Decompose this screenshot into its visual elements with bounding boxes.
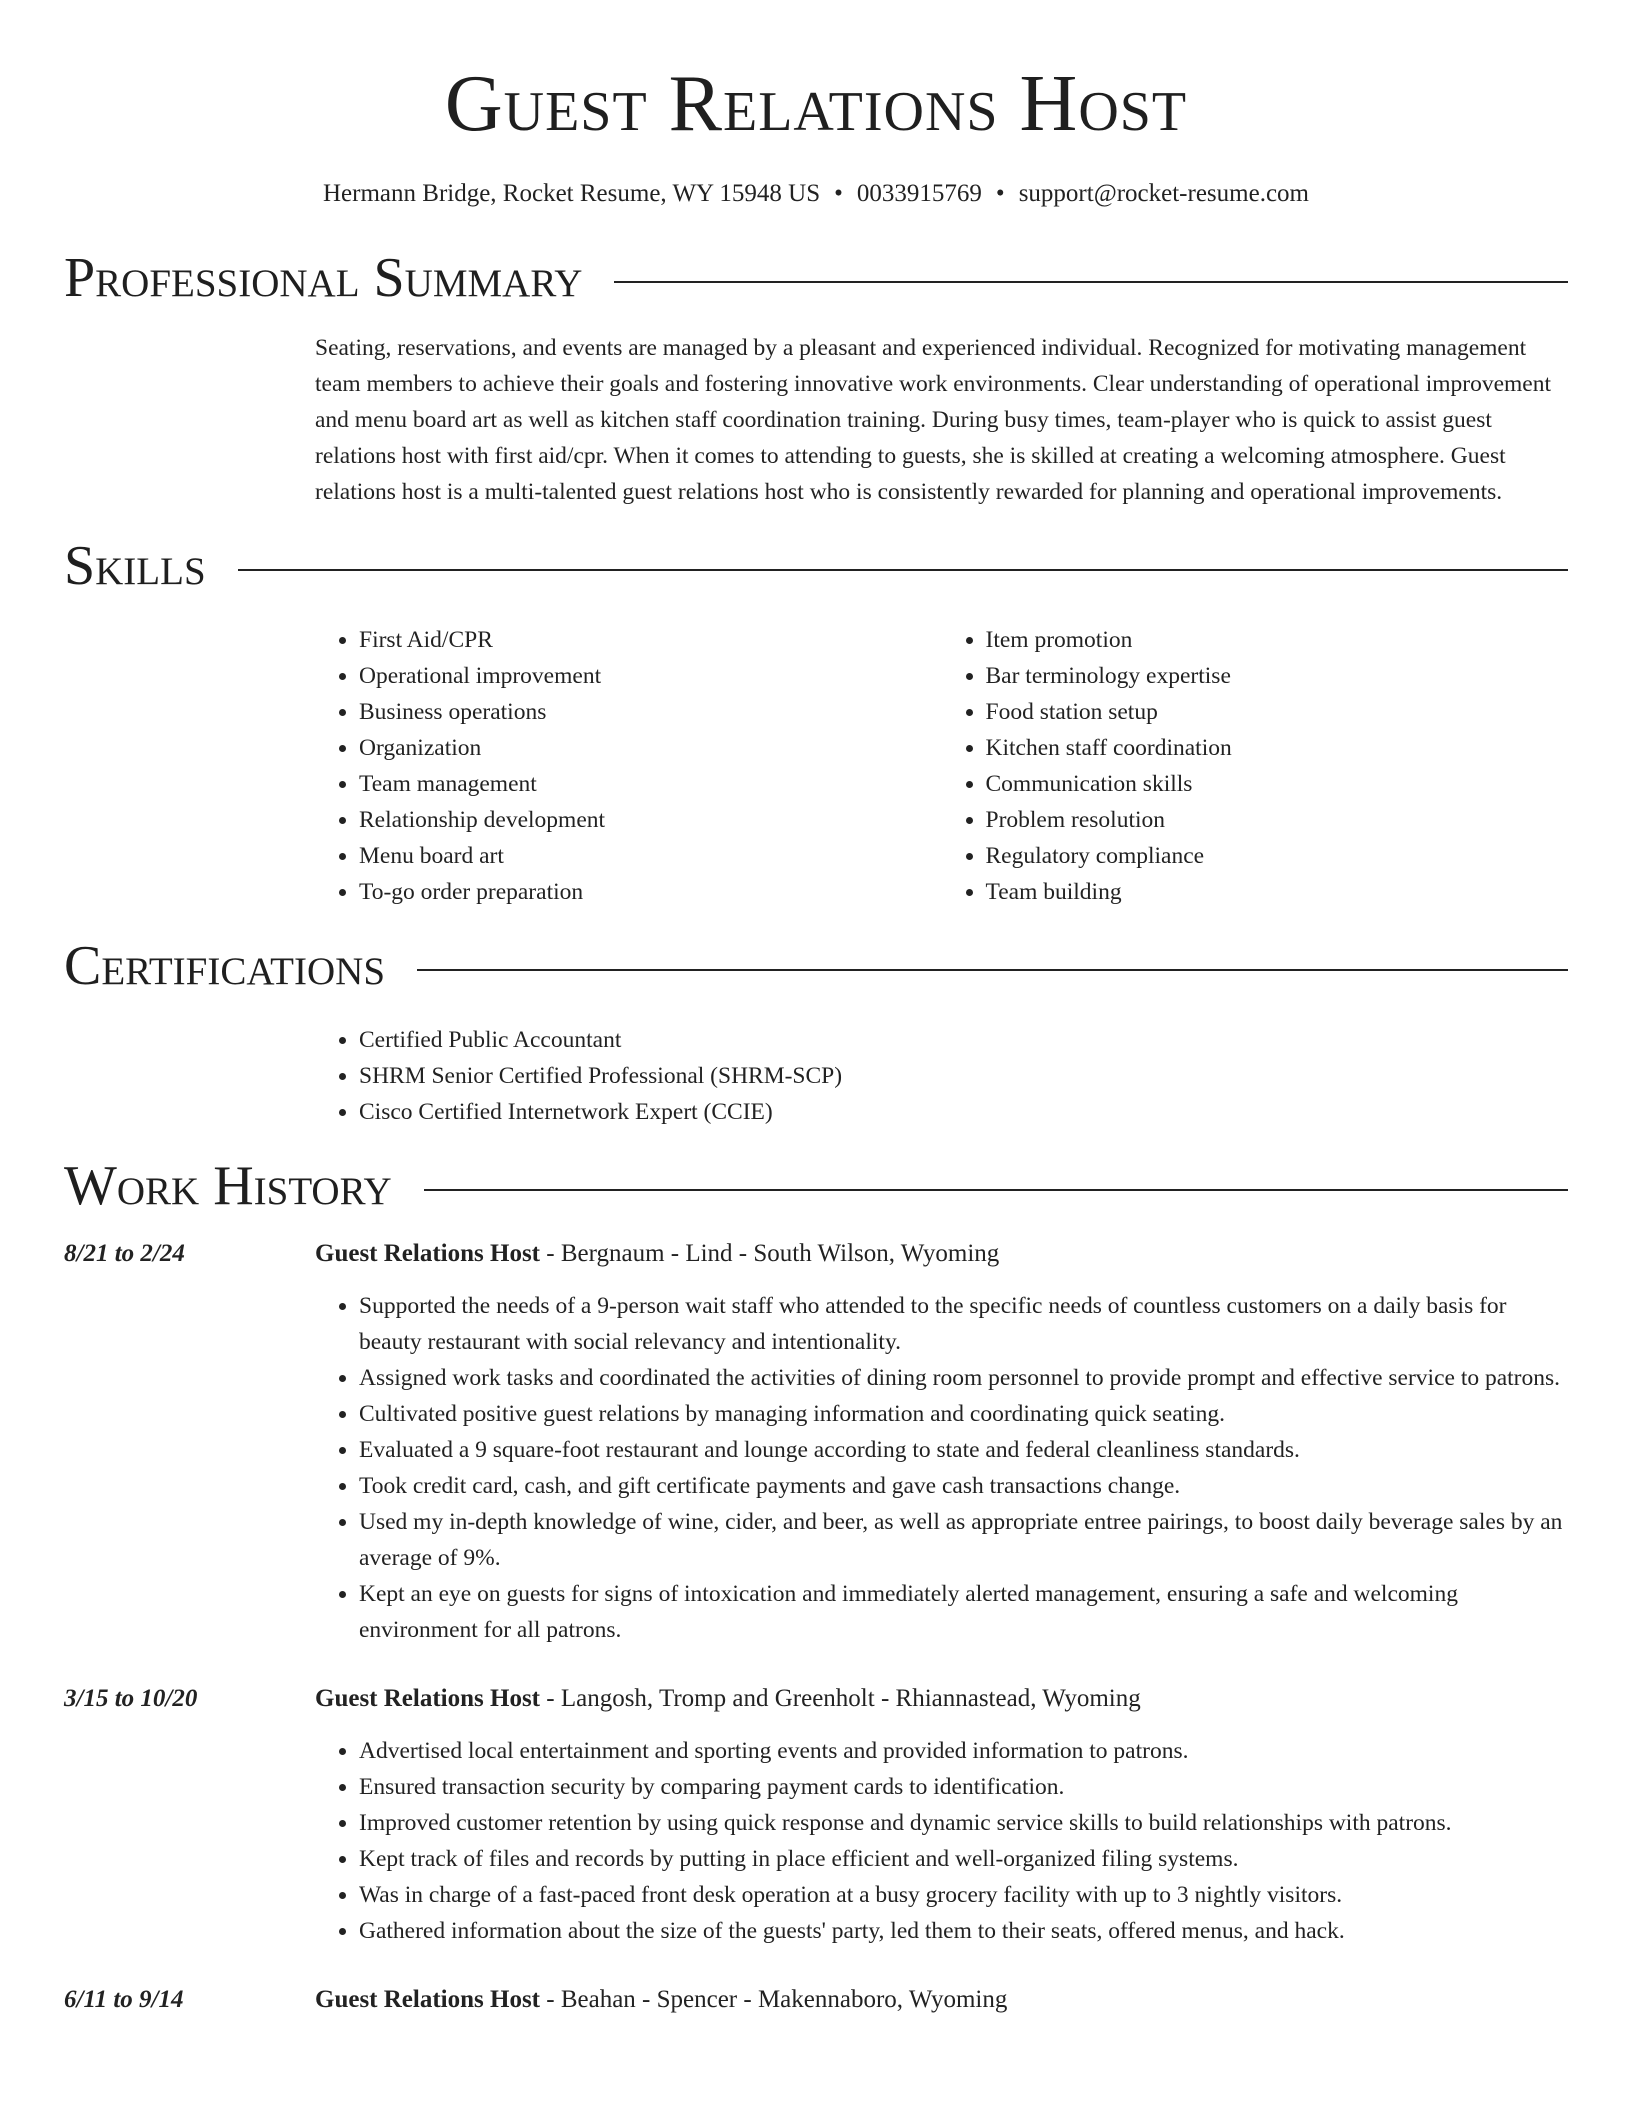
list-item: • Ensured transaction security by comparing payment cards to identification. [359, 1769, 1568, 1805]
list-item: • Kept track of files and records by putting in place efficient and well-organized filing systems. [359, 1841, 1568, 1877]
certifications-list [315, 1022, 1568, 1130]
list-item: • Relationship development [359, 802, 942, 838]
section-title: Skills [64, 535, 206, 597]
list-item: • Business operations [359, 694, 942, 730]
job-header [64, 1982, 1568, 2018]
job-bullet-list [315, 1733, 1568, 1949]
section-title: Professional Summary [64, 247, 583, 309]
list-item: • Improved customer retention by using quick response and dynamic service skills to build relationships with patrons. [359, 1805, 1568, 1841]
list-item: • Certified Public Accountant [359, 1022, 1568, 1058]
list-item: • Cultivated positive guest relations by managing information and coordinating quick seating. [359, 1396, 1568, 1432]
separator-dot: • [995, 180, 1005, 207]
list-item: • Used my in-depth knowledge of wine, cider, and beer, as well as appropriate entree pairings, to boost daily beverage sales by an average of 9%. [359, 1504, 1568, 1576]
list-item: • First Aid/CPR [359, 622, 942, 658]
section-heading-skills [64, 534, 1568, 598]
email-link[interactable]: support@rocket-resume.com [1018, 180, 1309, 207]
job-entry [64, 1236, 1568, 1648]
list-item: • Gathered information about the size of the guests' party, led them to their seats, offered menus, and hack. [359, 1913, 1568, 1949]
list-item: • Problem resolution [986, 802, 1569, 838]
contact-line [64, 176, 1568, 212]
separator-dot: • [834, 180, 843, 207]
list-item: • Kept an eye on guests for signs of intoxication and immediately alerted management, ensuring a safe and welcoming environment for all patrons. [359, 1576, 1568, 1648]
list-item: • Menu board art [359, 838, 942, 874]
skills-list [315, 622, 1568, 910]
job-employer: - Bergnaum - Lind - South Wilson, Wyoming [540, 1240, 1000, 1267]
list-item: • Item promotion [986, 622, 1569, 658]
list-item: • Communication skills [986, 766, 1569, 802]
job-header [64, 1236, 1568, 1272]
section-heading-work-history [64, 1154, 1568, 1218]
job-dates: 3/15 to 10/20 [64, 1685, 198, 1712]
list-item: • Bar terminology expertise [986, 658, 1569, 694]
job-entry [64, 1982, 1568, 2018]
summary-paragraph: Seating, reservations, and events are managed by a pleasant and experienced individual. Recognized for motivating management team members to achieve their goals and fostering innovative work environments. Clear understanding of operational improvement and menu board art as well as kitchen staff coordination training. During busy times, team-player who is quick to assist guest relations host with first aid/cpr. When it comes to attending to guests, she is skilled at creating a welcoming atmosphere. Guest relations host is a multi-talented guest relations host who is consistently rewarded for planning and operational improvements. [315, 335, 1551, 505]
address-text: Hermann Bridge, Rocket Resume, WY 15948 US [323, 180, 821, 207]
list-item: • Regulatory compliance [986, 838, 1569, 874]
resume-page [64, 0, 1568, 2018]
section-divider [614, 281, 1568, 283]
list-item: • Took credit card, cash, and gift certificate payments and gave cash transactions change. [359, 1468, 1568, 1504]
phone-text: 0033915769 [856, 180, 982, 207]
list-item: • Evaluated a 9 square-foot restaurant and lounge according to state and federal cleanliness standards. [359, 1432, 1568, 1468]
job-bullet-list [315, 1288, 1568, 1648]
job-dates: 6/11 to 9/14 [64, 1986, 184, 2013]
list-item: • Was in charge of a fast-paced front desk operation at a busy grocery facility with up to 3 nightly visitors. [359, 1877, 1568, 1913]
section-heading-summary [64, 246, 1568, 310]
job-dates: 8/21 to 2/24 [64, 1240, 185, 1267]
certifications-items [315, 1022, 1568, 1130]
section-title: Work History [64, 1155, 392, 1217]
skills-column-right [942, 622, 1569, 910]
section-divider [417, 969, 1568, 971]
job-entry [64, 1681, 1568, 1949]
list-item: • Operational improvement [359, 658, 942, 694]
job-header [64, 1681, 1568, 1717]
list-item: • SHRM Senior Certified Professional (SHRM-SCP) [359, 1058, 1568, 1094]
section-title: Certifications [64, 935, 386, 997]
list-item: • Assigned work tasks and coordinated the activities of dining room personnel to provide prompt and effective service to patrons. [359, 1360, 1568, 1396]
section-divider [238, 569, 1568, 571]
job-title: Guest Relations Host [315, 1685, 540, 1712]
job-employer: - Beahan - Spencer - Makennaboro, Wyoming [540, 1986, 1008, 2013]
resume-name: Guest Relations Host [444, 60, 1188, 148]
list-item: • Supported the needs of a 9-person wait staff who attended to the specific needs of countless customers on a daily basis for beauty restaurant with social relevancy and intentionality. [359, 1288, 1568, 1360]
list-item: • Food station setup [986, 694, 1569, 730]
list-item: • To-go order preparation [359, 874, 942, 910]
list-item: • Team management [359, 766, 942, 802]
job-employer: - Langosh, Tromp and Greenholt - Rhiannastead, Wyoming [540, 1685, 1141, 1712]
section-heading-certifications [64, 934, 1568, 998]
list-item: • Kitchen staff coordination [986, 730, 1569, 766]
list-item: • Advertised local entertainment and sporting events and provided information to patrons. [359, 1733, 1568, 1769]
list-item: • Organization [359, 730, 942, 766]
job-title: Guest Relations Host [315, 1240, 540, 1267]
list-item: • Cisco Certified Internetwork Expert (CCIE) [359, 1094, 1568, 1130]
job-title: Guest Relations Host [315, 1986, 540, 2013]
skills-column-left [315, 622, 942, 910]
list-item: • Team building [986, 874, 1569, 910]
section-divider [424, 1189, 1568, 1191]
